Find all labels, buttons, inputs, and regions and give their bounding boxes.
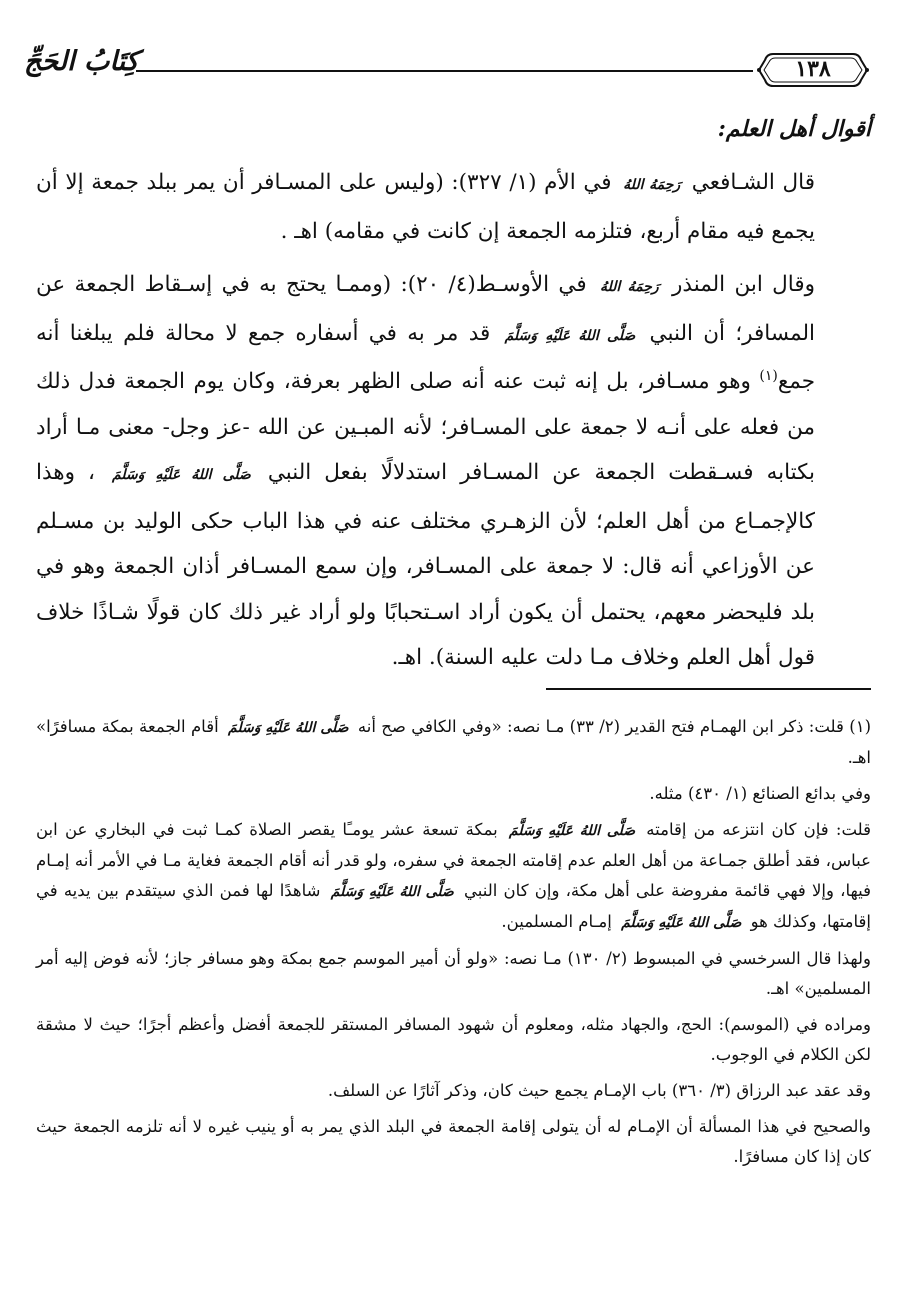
- footnote-line: [36, 815, 871, 938]
- text-run: قال الشـافعي: [684, 170, 815, 195]
- salawat-glyph: صَلَّى اللهُ عَلَيْهِ وَسَلَّمَ: [330, 884, 454, 900]
- text-run: بمكة تسعة عشر يومـًا يقصر الصلاة كمـا ثبت في البخاري عن ابن عباس، فقد أطلق جمـاعة من أهل العلم عدم إقامته الجمعة في سفره، ولو قدر أنه أقام الجمعة فغاية مـا في الأمر أنه إمـام فيها، وإلا فهي قائمة مفروضة على أهل مكة، وإن كان النبي: [36, 820, 871, 900]
- section-heading: أقوال أهل العلم:: [717, 116, 871, 142]
- header-rule: [136, 70, 753, 72]
- text-run: وهو مسـافر، بل إنه ثبت عنه أنه صلى الظهر بعرفة، وكان يوم الجمعة فدل ذلك من فعله على أنـه لا جمعة على المسـافر؛ لأنه المبـين عن الله -عز وجل- معنى مـا أراد بكتابه فسـقطت الجمعة عن المسـافر استدلالًا بفعل النبي: [36, 369, 815, 485]
- footnote-line: وفي بدائع الصنائع (١/ ٤٣٠) مثله.: [649, 784, 871, 803]
- text-run: إمـام المسلمين.: [501, 912, 618, 931]
- paragraph-ibn-almundhir: [36, 262, 871, 681]
- rahimahullah-glyph: رَحِمَهُ اللهُ: [599, 279, 659, 295]
- page-number: ١٣٨: [795, 56, 831, 82]
- page-header: [24, 44, 871, 98]
- footnote-line: ولهذا قال السرخسي في المبسوط (٢/ ١٣٠) مـا نصه: «ولو أن أمير الموسم جمع بمكة وهو مسافر جاز؛ لأنه فوض إليه أمر المسلمين» اهـ.: [36, 949, 871, 998]
- salawat-glyph: صَلَّى اللهُ عَلَيْهِ وَسَلَّمَ: [504, 327, 636, 344]
- footnote-divider: [546, 688, 871, 690]
- footnote-line: وقد عقد عبد الرزاق (٣/ ٣٦٠) باب الإمـام يجمع حيث كان، وذكر آثارًا عن السلف.: [327, 1081, 871, 1100]
- footnote-1: [36, 712, 871, 773]
- footnote-ref[interactable]: (١): [759, 367, 778, 384]
- text-run: ، وهذا كالإجمـاع من أهل العلم؛ لأن الزهـري مختلف عنه في هذا الباب حكى الوليد بن مسـلم عن الأوزاعي أنه قال: لا جمعة على المسـافر، وإن سمع المسـافر أذان الجمعة وهو في بلد فليحضر معهم، يحتمل أن يكون أراد اسـتحبابًا ولو أراد غير ذلك كان قولًا شـاذًا خلاف قول أهل العلم وخلاف مـا دلت عليه السنة). اهـ.: [36, 460, 815, 670]
- salawat-glyph: صَلَّى اللهُ عَلَيْهِ وَسَلَّمَ: [621, 915, 742, 931]
- salawat-glyph: صَلَّى اللهُ عَلَيْهِ وَسَلَّمَ: [228, 720, 349, 736]
- salawat-glyph: صَلَّى اللهُ عَلَيْهِ وَسَلَّمَ: [508, 823, 636, 839]
- text-run: شاهدًا لها فمن الذي سيتقدم بين يديه في إقامتها، وكذلك هو: [36, 881, 871, 931]
- text-run: في الأم (١/ ٣٢٧): (وليس على المسـافر أن يمر ببلد جمعة إلا أن يجمع فيه مقام أربع، فتلزمه الجمعة إن كانت في مقامه) اهـ .: [36, 170, 815, 244]
- salawat-glyph: صَلَّى اللهُ عَلَيْهِ وَسَلَّمَ: [111, 467, 251, 483]
- rahimahullah-glyph: رَحِمَهُ اللهُ: [623, 177, 681, 193]
- footnote-line: والصحيح في هذا المسألة أن الإمـام له أن يتولى إقامة الجمعة في البلد الذي يمر به أو ينيب غيره لا أنه تلزمه الجمعة حيث كان إذا كان مسافرًا.: [36, 1117, 871, 1166]
- paragraph-shafii: [36, 160, 871, 254]
- page-number-badge: [755, 50, 871, 90]
- text-run: وقال ابن المنذر: [662, 272, 815, 297]
- text-run: أقام الجمعة بمكة مسافرًا» اهـ.: [36, 717, 871, 767]
- main-text: [36, 160, 871, 681]
- book-title: كِتَابُ الحَجِّ: [24, 46, 139, 77]
- footnotes: [36, 712, 871, 1178]
- text-run: في الأوسـط(٤/ ٢٠): (وممـا يحتج به في إسـقاط الجمعة عن المسافر؛ أن النبي: [36, 272, 815, 346]
- text-run: قلت: فإن كان انتزعه من إقامته: [639, 820, 871, 839]
- footnote-line: ومراده في (الموسم): الحج، والجهاد مثله، ومعلوم أن شهود المسافر المستقر للجمعة أفضل وأعظم أجرًا؛ حيث لا مشقة لكن الكلام في الوجوب.: [36, 1015, 871, 1064]
- text-run: قد مر به في أسفاره جمع لا محالة فلم يبلغنا أنه جمع: [36, 320, 815, 394]
- text-run: (١) قلت: ذكر ابن الهمـام فتح القدير (٢/ ٣٣) مـا نصه: «وفي الكافي صح أنه: [352, 717, 871, 736]
